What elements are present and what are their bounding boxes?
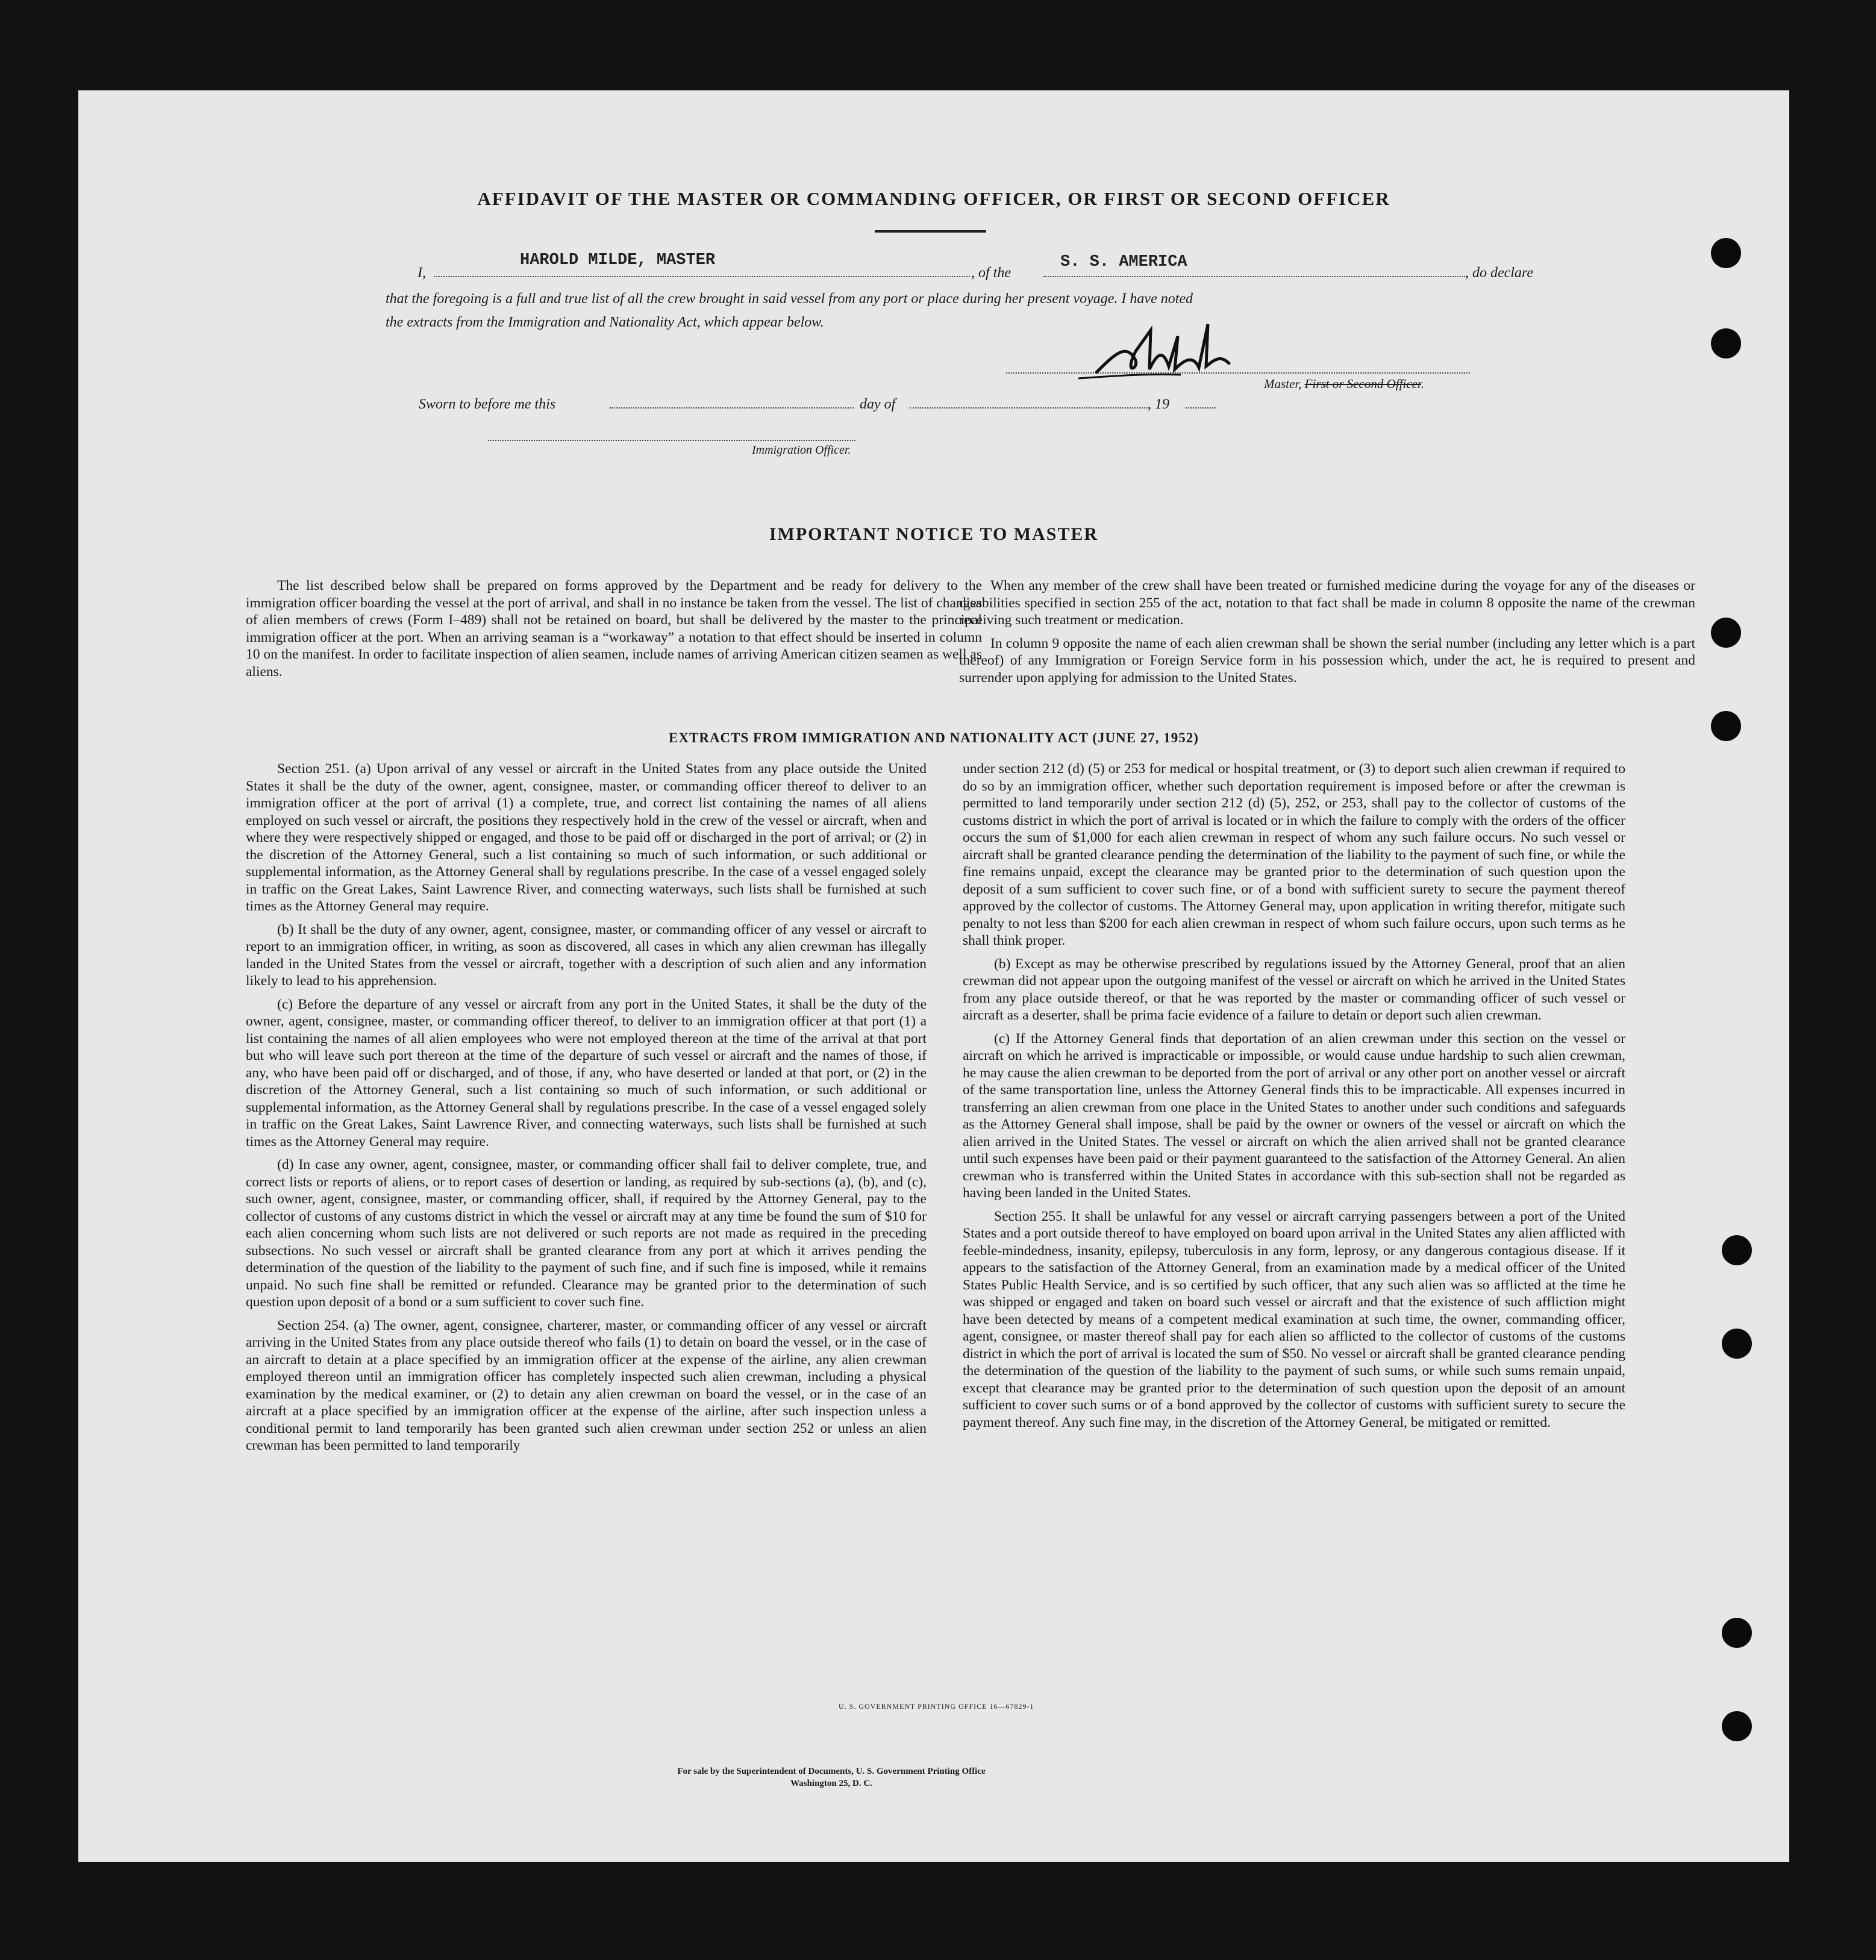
section-254-a: Section 254. (a) The owner, agent, consignee, charterer, master, or commanding officer of any vessel or aircraft arriving in the United States from any place outside thereof who fails (1) to detain on board the vessel, or in the case of an aircraft to detain at a place specified by an immigration officer at the expense of the airline, any alien crewman employed thereon until an immigration officer has completely inspected such alien crewman, including a physical examination by the medical examiner, or (2) to detain any alien crewman on board the vessel, or in the case of an aircraft at a place specified by an immigration officer at the expense of the airline, after such inspection unless a conditional permit to land temporarily has been granted such alien crewman under section 252 or unless an alien crewman has been permitted to land temporarily xyxy=(246,1317,927,1453)
day-of-label: day of xyxy=(860,396,896,412)
section-251-d: (d) In case any owner, agent, consignee, master, or commanding officer shall fail to deliver complete, true, and correct lists or reports of aliens, or to report cases of desertion or landing, as required by sub-sections (a), (b), and (c), such owner, agent, consignee, master, or commanding officer, shall, if required by the Attorney General, pay to the collector of customs of any customs district in which the vessel or aircraft may at any time be found the sum of $10 for each alien concerning whom such lists are not delivered or such reports are not made as required in the preceding subsections. No such vessel or aircraft shall be granted clearance from any port at which it arrives pending the determination of the question of the liability to the payment of such fine, and if such fine is imposed, while it remains unpaid. No such fine shall be remitted or refunded. Clearance may be granted prior to the determination of such question upon deposit of a bond or a sum sufficient to cover such fine. xyxy=(246,1157,927,1310)
sworn-label: Sworn to before me this xyxy=(419,396,556,412)
section-251-c: (c) Before the departure of any vessel or aircraft from any port in the United States, it shall be the duty of the owner, agent, consignee, master, or commanding officer thereof, to deliver to an immigration officer at that port (1) a list containing the names of all alien employees who were not employed thereon at the time of the arrival at that port but who will leave such port thereon at the time of the departure of such vessel or aircraft and the names of those, if any, who have been paid off or discharged, and of those, if any, who have deserted or landed at that port, or (2) in the discretion of the Attorney General, such a list containing so much of such information, or such additional or supplemental information, as the Attorney General shall by regulations prescribe. In the case of a vessel engaged solely in traffic on the Great Lakes, Saint Lawrence River, and connecting waterways, such lists shall be furnished at such times as the Attorney General may require. xyxy=(246,996,927,1150)
extracts-left-column xyxy=(246,760,927,1461)
notice-right-paragraph-1: When any member of the crew shall have been treated or furnished medicine during the voyage for any of the diseases or disabilities specified in section 255 of the act, notation to that fact shall be made in column 8 opposite the name of the crewman receiving such treatment or medication. xyxy=(959,578,1695,628)
affidavit-title: AFFIDAVIT OF THE MASTER OR COMMANDING OFFICER, OR FIRST OR SECOND OFFICER xyxy=(477,188,1390,209)
immigration-officer-caption: Immigration Officer. xyxy=(752,443,851,457)
binder-hole xyxy=(1722,1711,1752,1741)
title-rule xyxy=(875,230,986,233)
notice-title: IMPORTANT NOTICE TO MASTER xyxy=(769,524,1099,544)
notice-left-column xyxy=(246,577,982,686)
section-251-b: (b) It shall be the duty of any owner, agent, consignee, master, or commanding officer of any vessel or aircraft to report to an immigration officer, in writing, as soon as discovered, all cases in which any alien crewman has illegally landed in the United States from the vessel or aircraft, together with a description of such alien and any information likely to lead to his apprehension. xyxy=(246,921,927,989)
caption-struck-officer: First or Second Officer xyxy=(1304,377,1421,391)
affidavit-statement-line1: that the foregoing is a full and true list of all the crew brought in said vessel from any port or place during her present voyage. I have noted xyxy=(386,291,1193,307)
caption-master: Master, xyxy=(1264,377,1302,391)
signature-caption: Master, First or Second Officer. xyxy=(1264,377,1424,391)
binder-hole xyxy=(1722,1235,1752,1265)
declare-label: , do declare xyxy=(1465,265,1534,281)
binder-hole xyxy=(1722,1618,1752,1648)
vessel-name-value: S. S. AMERICA xyxy=(1060,253,1187,271)
binder-hole xyxy=(1711,711,1741,741)
master-name-value: HAROLD MILDE, MASTER xyxy=(520,251,716,269)
extracts-title: EXTRACTS FROM IMMIGRATION AND NATIONALITY ACT (JUNE 27, 1952) xyxy=(669,730,1199,745)
signature-line xyxy=(1006,372,1470,374)
document-page xyxy=(78,90,1789,1862)
master-signature xyxy=(1078,318,1259,384)
extracts-right-column xyxy=(963,760,1625,1437)
section-251-a: Section 251. (a) Upon arrival of any vessel or aircraft in the United States from any place outside the United States it shall be the duty of the owner, agent, consignee, master, or commanding officer thereof to deliver to an immigration officer at the port of arrival (1) a complete, true, and correct list containing the names of all aliens employed on such vessel or aircraft, the positions they respectively hold in the crew of the vessel or aircraft, when and where they were respectively shipped or engaged, and those to be paid off or discharged in the port of arrival; or (2) in the discretion of the Attorney General, such a list containing so much of such information, or such additional or supplemental information, as the Attorney General shall by regulations prescribe. In the case of a vessel engaged solely in traffic on the Great Lakes, Saint Lawrence River, and connecting waterways, such lists shall be furnished at such times as the Attorney General may require. xyxy=(246,761,927,914)
section-254-c: (c) If the Attorney General finds that deportation of an alien crewman under this section on the vessel or aircraft on which he arrived is impracticable or impossible, or would cause undue hardship to such alien crewman, he may cause the alien crewman to be deported from the port of arrival or any other port on another vessel or aircraft of the same transportation line, unless the Attorney General finds this to be impracticable. All expenses incurred in transferring an alien crewman from one place in the United States to another under such conditions and safeguards as the Attorney General shall impose, shall be paid by the owner or owners of the vessel or aircraft on which the alien arrived in the United States. The vessel or aircraft on which the alien arrived shall not be granted clearance until such expenses have been paid or their payment guaranteed to the satisfaction of the Attorney General. An alien crewman who is transferred within the United States in accordance with this sub-section shall not be regarded as having been landed in the United States. xyxy=(963,1030,1625,1201)
sale-notice xyxy=(78,1765,1584,1789)
section-254-b: (b) Except as may be otherwise prescribed by regulations issued by the Attorney General, proof that an alien crewman did not appear upon the outgoing manifest of the vessel or aircraft on which he arrived in the United States from any place outside thereof, or that he was reported by the master or commanding officer of such vessel or aircraft as a deserter, shall be prima facie evidence of a failure to detain or deport such alien crewman. xyxy=(963,956,1625,1023)
sworn-month-blank xyxy=(910,407,1148,409)
vessel-blank xyxy=(1043,276,1465,277)
binder-hole xyxy=(1722,1329,1752,1359)
affidavit-prefix: I, xyxy=(417,265,426,281)
year-label: , 19 xyxy=(1148,396,1169,412)
printing-office-mark: U. S. GOVERNMENT PRINTING OFFICE 16—67829-1 xyxy=(839,1702,1034,1711)
sworn-year-blank xyxy=(1186,407,1216,409)
of-the-label: , of the xyxy=(971,265,1011,281)
binder-hole xyxy=(1711,328,1741,358)
section-255: Section 255. It shall be unlawful for any vessel or aircraft carrying passengers between a port of the United States and a port outside thereof to have employed on board upon arrival in the United States any alien afflicted with feeble-mindedness, insanity, epilepsy, tuberculosis in any form, leprosy, or any dangerous contagious disease. If it appears to the satisfaction of the Attorney General, from an examination made by a medical officer of the United States Public Health Service, and is so certified by such officer, that any such alien was so afflicted at the time he was shipped or engaged and taken on board such vessel or aircraft and that the existence of such affliction might have been detected by means of a competent medical examination at such time, the owner, commanding officer, agent, consignee, or master thereof shall pay for each alien so afflicted to the collector of customs of the customs district in which the port of arrival is located the sum of $50. No vessel or aircraft shall be granted clearance pending the determination of the question of the liability to the payment of such sums, or while such sums remain unpaid, except that clearance may be granted prior to the determination of such question upon the deposit of an amount sufficient to cover such sums or of a bond approved by the collector of customs with sufficient surety to secure the payment thereof. Any such fine may, in the discretion of the Attorney General, be mitigated or remitted. xyxy=(963,1208,1625,1430)
binder-hole xyxy=(1711,618,1741,648)
notice-right-column xyxy=(959,577,1695,692)
affidavit-statement-line2: the extracts from the Immigration and Nationality Act, which appear below. xyxy=(386,315,824,330)
sale-line-2: Washington 25, D. C. xyxy=(790,1779,872,1788)
notice-left-paragraph: The list described below shall be prepared on forms approved by the Department and be ready for delivery to the immigration officer boarding the vessel at the port of arrival, and shall in no instance be taken from the vessel. The list of changes of alien members of crews (Form I–489) shall not be retained on board, but shall be delivered by the master to the principal immigration officer at the port. When an arriving seaman is a “workaway” a notation to that effect should be inserted in column 10 on the manifest. In order to facilitate inspection of alien seamen, include names of arriving American citizen seamen as well as aliens. xyxy=(246,578,982,680)
notice-right-paragraph-2: In column 9 opposite the name of each alien crewman shall be shown the serial number (including any letter which is a part thereof) of any Immigration or Foreign Service form in his possession which, under the act, he is required to present and surrender upon applying for admission to the United States. xyxy=(959,635,1695,686)
section-254-a-continued: under section 212 (d) (5) or 253 for medical or hospital treatment, or (3) to deport such alien crewman if required to do so by an immigration officer, whether such deportation requirement is imposed before or after the crewman is permitted to land temporarily under section 212 (d) (5), 252, or 253, shall pay to the collector of customs of the customs district in which the port of arrival is located or in which the failure to comply with the orders of the officer occurs the sum of $1,000 for each alien crewman in respect of whom any such failure occurs. No such vessel or aircraft shall be granted clearance pending the determination of the liability to the payment of such fine, or while the fine remains unpaid, except the clearance may be granted prior to the determination of such question upon the deposit of a sum sufficient to cover such fine, or of a bond with sufficient surety to secure the payment thereof approved by the collector of customs. The Attorney General may, upon application in writing therefor, mitigate such penalty to not less than $200 for each alien crewman in respect of whom such failure occurs, upon such terms as he shall think proper. xyxy=(963,761,1625,948)
name-blank xyxy=(434,276,970,277)
officer-signature-line xyxy=(488,440,855,441)
sale-line-1: For sale by the Superintendent of Documents, U. S. Government Printing Office xyxy=(677,1767,986,1776)
sworn-day-blank xyxy=(610,407,854,409)
binder-hole xyxy=(1711,238,1741,268)
